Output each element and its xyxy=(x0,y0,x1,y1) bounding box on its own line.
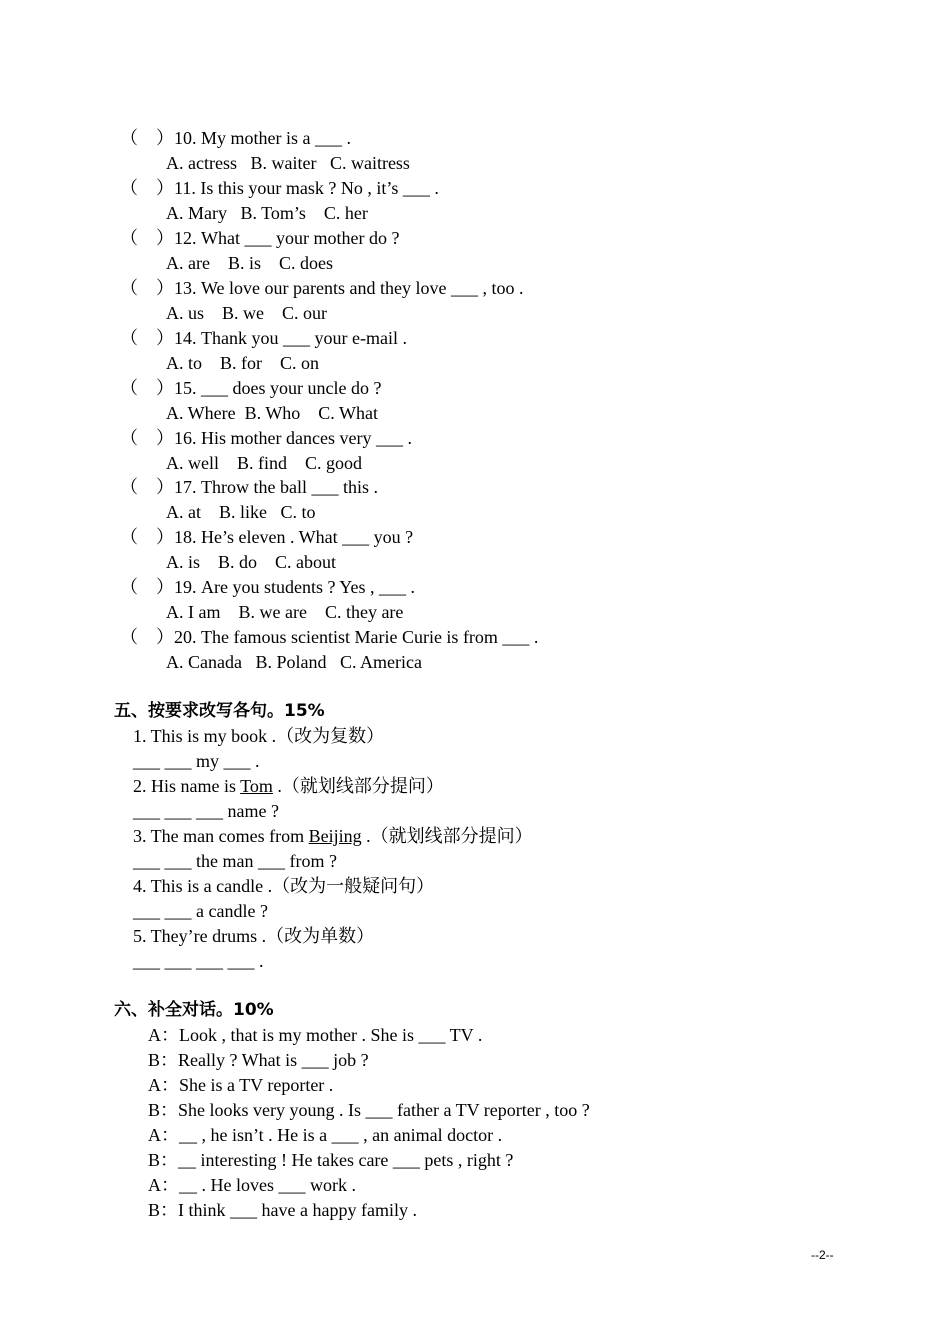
rewrite-4-answer: ___ ___ a candle ? xyxy=(133,901,268,921)
dialogue-line-7: A：__ . He loves ___ work . xyxy=(148,1175,356,1195)
dialogue-line-8: B：I think ___ have a happy family . xyxy=(148,1200,417,1220)
question-15-options: A. Where B. Who C. What xyxy=(166,403,378,423)
question-13: （ ）13. We love our parents and they love ___ , too . xyxy=(120,278,524,298)
rewrite-2-underlined: Tom xyxy=(240,776,273,796)
question-16: （ ）16. His mother dances very ___ . xyxy=(120,428,412,448)
question-10-options: A. actress B. waiter C. waitress xyxy=(166,153,410,173)
question-16-options: A. well B. find C. good xyxy=(166,453,362,473)
dialogue-line-2: B：Really ? What is ___ job ? xyxy=(148,1050,369,1070)
rewrite-2-instruction: .（就划线部分提问） xyxy=(272,776,444,796)
question-14-options: A. to B. for C. on xyxy=(166,353,319,373)
rewrite-5-answer: ___ ___ ___ ___ . xyxy=(133,951,264,971)
question-19: （ ）19. Are you students ? Yes , ___ . xyxy=(120,577,415,597)
rewrite-5-text: 5. They’re drums . xyxy=(133,926,267,946)
rewrite-3-text: 3. The man comes from xyxy=(133,826,309,846)
dialogue-line-6: B：__ interesting ! He takes care ___ pets , right ? xyxy=(148,1150,514,1170)
rewrite-1-instruction: （改为复数） xyxy=(276,726,385,746)
question-19-options: A. I am B. we are C. they are xyxy=(166,602,404,622)
rewrite-3-question xyxy=(133,824,533,849)
rewrite-3-instruction: .（就划线部分提问） xyxy=(361,826,533,846)
rewrite-5-question xyxy=(133,924,374,949)
rewrite-2-answer: ___ ___ ___ name ? xyxy=(133,801,279,821)
rewrite-4-question xyxy=(133,874,434,899)
page-number: --2-- xyxy=(811,1248,834,1262)
question-20-options: A. Canada B. Poland C. America xyxy=(166,652,422,672)
rewrite-3-underlined: Beijing xyxy=(308,826,362,846)
dialogue-line-3: A：She is a TV reporter . xyxy=(148,1075,334,1095)
question-10: （ ）10. My mother is a ___ . xyxy=(120,128,351,148)
rewrite-3-answer: ___ ___ the man ___ from ? xyxy=(133,851,337,871)
dialogue-line-5: A：__ , he isn’t . He is a ___ , an animal doctor . xyxy=(148,1125,503,1145)
rewrite-4-instruction: （改为一般疑问句） xyxy=(272,876,435,896)
question-11: （ ）11. Is this your mask ? No , it’s ___ . xyxy=(120,178,439,198)
rewrite-1-answer: ___ ___ my ___ . xyxy=(133,751,260,771)
rewrite-1-text: 1. This is my book . xyxy=(133,726,277,746)
question-12-options: A. are B. is C. does xyxy=(166,253,333,273)
question-20: （ ）20. The famous scientist Marie Curie is from ___ . xyxy=(120,627,539,647)
rewrite-2-text: 2. His name is xyxy=(133,776,241,796)
rewrite-2-question xyxy=(133,774,444,799)
question-18: （ ）18. He’s eleven . What ___ you ? xyxy=(120,527,414,547)
question-18-options: A. is B. do C. about xyxy=(166,552,337,572)
question-15: （ ）15. ___ does your uncle do ? xyxy=(120,378,382,398)
question-17-options: A. at B. like C. to xyxy=(166,502,316,522)
question-11-options: A. Mary B. Tom’s C. her xyxy=(166,203,368,223)
question-14: （ ）14. Thank you ___ your e-mail . xyxy=(120,328,407,348)
dialogue-line-4: B：She looks very young . Is ___ father a TV reporter , too ? xyxy=(148,1100,590,1120)
rewrite-4-text: 4. This is a candle . xyxy=(133,876,273,896)
section-6-title: 六、补全对话。10% xyxy=(114,1000,274,1020)
rewrite-5-instruction: （改为单数） xyxy=(266,926,375,946)
dialogue-line-1: A：Look , that is my mother . She is ___ TV . xyxy=(148,1025,483,1045)
question-12: （ ）12. What ___ your mother do ? xyxy=(120,228,400,248)
section-5-title: 五、按要求改写各句。15% xyxy=(114,701,325,721)
question-17: （ ）17. Throw the ball ___ this . xyxy=(120,477,378,497)
rewrite-1-question xyxy=(133,724,384,749)
question-13-options: A. us B. we C. our xyxy=(166,303,327,323)
